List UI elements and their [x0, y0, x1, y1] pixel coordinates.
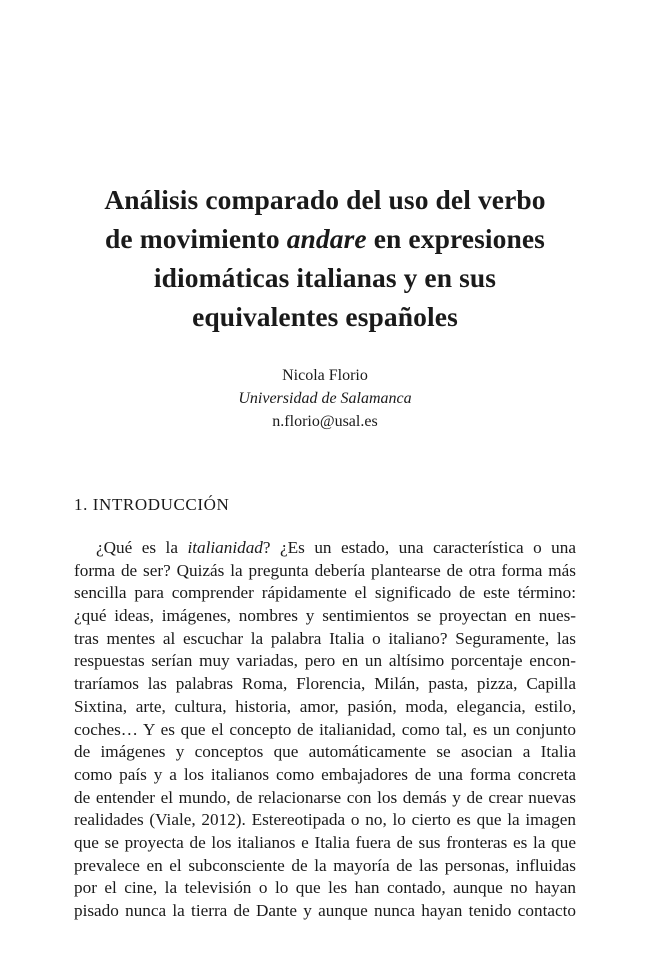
title-line-3: idiomáticas italianas y en sus	[153, 262, 497, 293]
paragraph-line: de imágenes y conceptos que automáticamente se asocian a Italia	[74, 742, 576, 762]
title-italic-verb: andare	[286, 223, 367, 254]
title-line-2-start: de movimiento	[105, 223, 280, 254]
paragraph-line-first-end: ? ¿Es un estado, una característica o una	[262, 538, 576, 557]
paragraph-line: como país y a los italianos como embajadores de una forma concreta	[74, 764, 576, 784]
paragraph-line: coches… Y es que el concepto de italianidad, como tal, es un conjunto	[74, 719, 576, 739]
author-name: Nicola Florio	[282, 367, 368, 384]
author-affiliation: Universidad de Salamanca	[238, 390, 412, 407]
paragraph-italic-term: italianidad	[187, 538, 263, 557]
paragraph-line: forma de ser? Quizás la pregunta debería plantearse de otra forma más	[74, 560, 576, 580]
paragraph-line: por el cine, la televisión o lo que les han contado, aunque no hayan	[74, 878, 576, 898]
paragraph-line: Sixtina, arte, cultura, historia, amor, pasión, moda, elegancia, estilo,	[74, 696, 576, 716]
title-line-1: Análisis comparado del uso del verbo	[104, 184, 546, 215]
paragraph-line: que se proyecta de los italianos e Italia fuera de sus fronteras es la que	[74, 832, 576, 852]
paragraph-line: de entender el mundo, de relacionarse con los demás y de crear nuevas	[74, 787, 576, 807]
author-block	[60, 364, 590, 433]
paragraph-line-first-start: ¿Qué es la	[96, 538, 178, 557]
paragraph-line: respuestas serían muy variadas, pero en un altísimo porcentaje encon-	[74, 651, 576, 671]
paragraph-line: ¿qué ideas, imágenes, nombres y sentimientos se proyectan en nues-	[74, 606, 576, 626]
paragraph-line: tras mentes al escuchar la palabra Italia o italiano? Seguramente, las	[74, 628, 576, 648]
title-line-2	[60, 219, 590, 258]
paper-title	[60, 180, 590, 336]
body-paragraph	[74, 537, 576, 923]
author-email: n.florio@usal.es	[272, 413, 378, 430]
paragraph-line-first	[74, 537, 576, 560]
section-heading: 1. INTRODUCCIÓN	[74, 495, 230, 514]
paragraph-line: pisado nunca la tierra de Dante y aunque nunca hayan tenido contacto	[74, 901, 576, 920]
paragraph-line: prevalece en el subconsciente de la mayoría de las personas, influidas	[74, 855, 576, 875]
paragraph-line: realidades (Viale, 2012). Estereotipada o no, lo cierto es que la imagen	[74, 810, 576, 830]
paragraph-line: sencilla para comprender rápidamente el significado de este término:	[74, 583, 576, 603]
paragraph-line: traríamos las palabras Roma, Florencia, Milán, pasta, pizza, Capilla	[74, 674, 576, 694]
title-line-2-end: en expresiones	[373, 223, 545, 254]
title-line-4: equivalentes españoles	[192, 301, 458, 332]
